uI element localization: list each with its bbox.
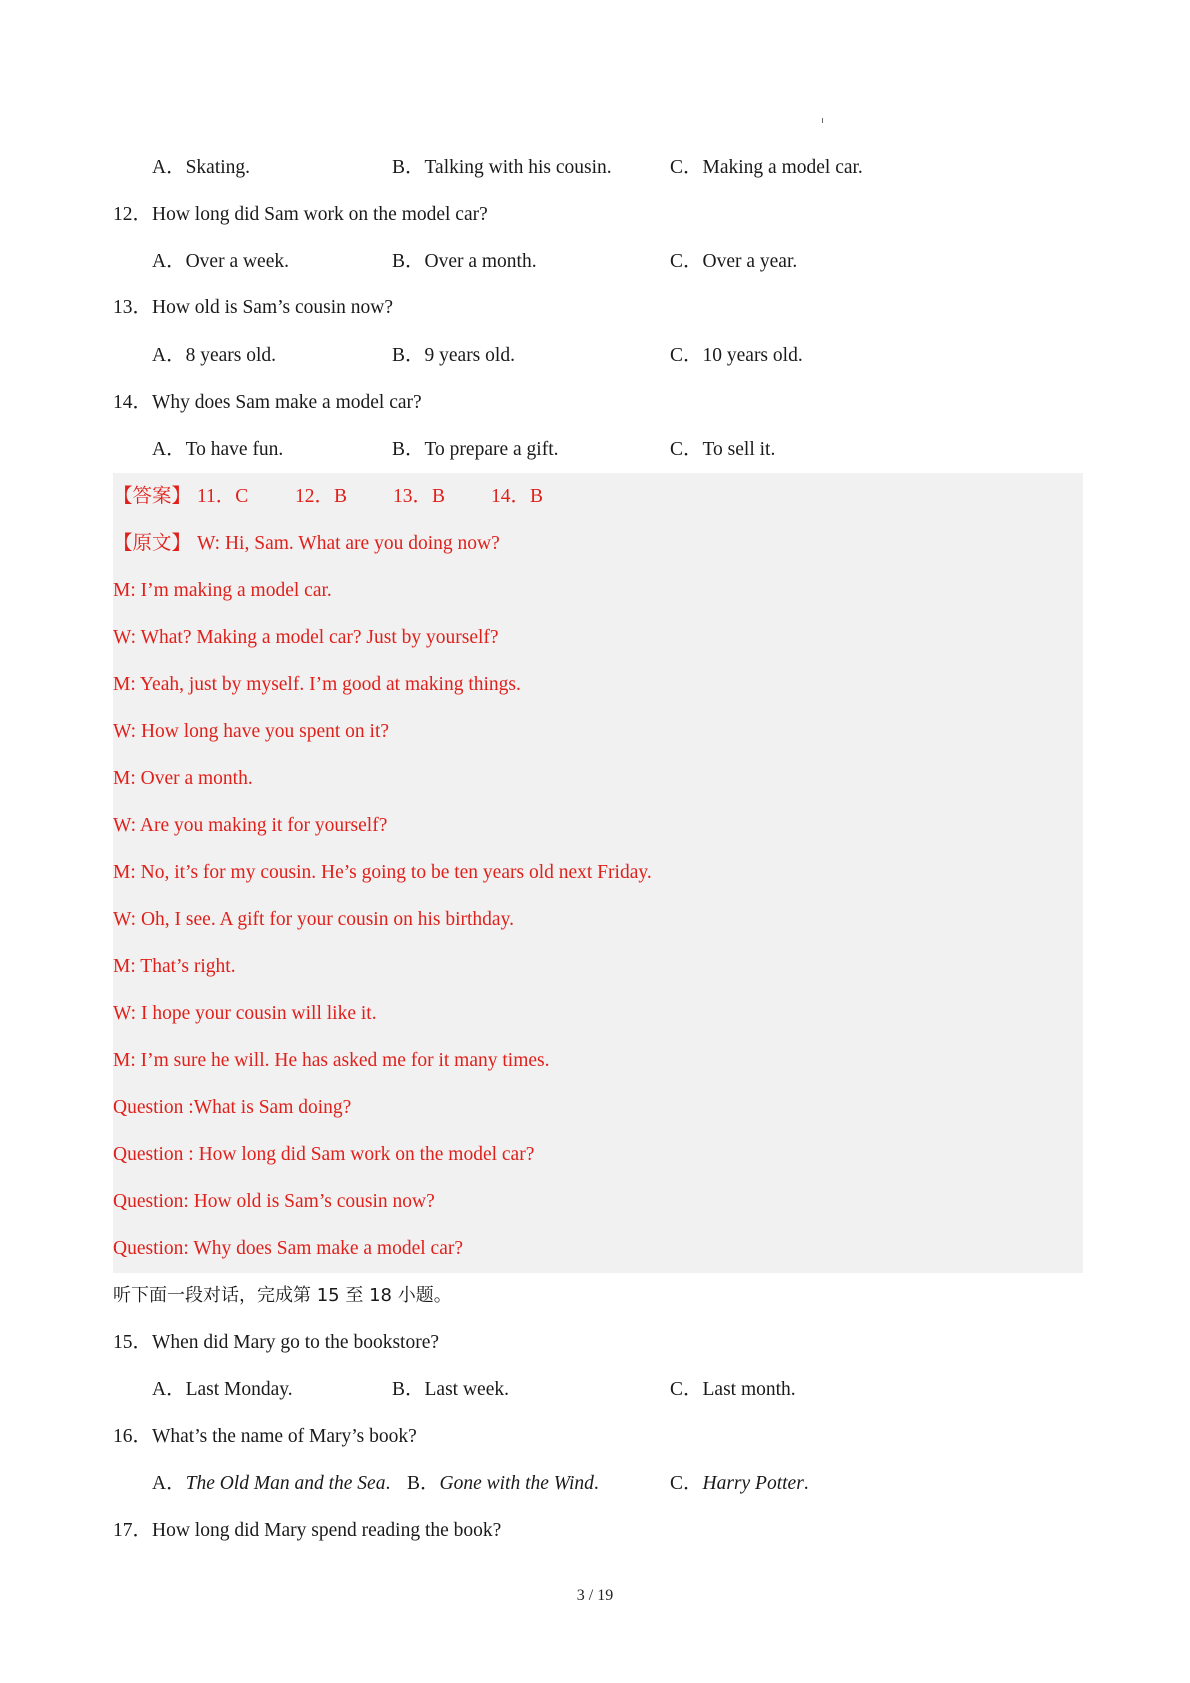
page-number: 3 / 19 bbox=[576, 1587, 614, 1604]
answer-item: 11．C bbox=[197, 486, 249, 507]
transcript-line: W: Hi, Sam. What are you doing now? bbox=[197, 533, 500, 554]
q16-option-b bbox=[407, 1471, 599, 1497]
answer-label: 【答案】 bbox=[113, 486, 192, 507]
q16-option-c-title: Harry Potter bbox=[702, 1473, 804, 1494]
q16-option-c bbox=[670, 1471, 809, 1497]
transcript-line: M: I’m making a model car. bbox=[113, 580, 332, 601]
q13-option-a: A．8 years old. bbox=[152, 345, 277, 366]
q16-option-c-end: . bbox=[803, 1473, 809, 1494]
q16-option-a-end: . bbox=[385, 1473, 391, 1494]
q11-option-c: C．Making a model car. bbox=[670, 157, 863, 178]
transcript-line: Question : How long did Sam work on the model car? bbox=[113, 1144, 535, 1165]
q13-option-c: C．10 years old. bbox=[670, 345, 803, 366]
q16-option-a-title: The Old Man and the Sea bbox=[185, 1473, 386, 1494]
q11-option-b: B．Talking with his cousin. bbox=[392, 157, 612, 178]
transcript-line: Question: How old is Sam’s cousin now? bbox=[113, 1191, 435, 1212]
q17-stem: 17．How long did Mary spend reading the book? bbox=[113, 1520, 502, 1541]
section-intro: 听下面一段对话，完成第 15 至 18 小题。 bbox=[113, 1285, 452, 1306]
transcript-line: W: Are you making it for yourself? bbox=[113, 815, 388, 836]
q14-option-c: C．To sell it. bbox=[670, 439, 776, 460]
q15-stem: 15．When did Mary go to the bookstore? bbox=[113, 1332, 440, 1353]
transcript-line: W: I hope your cousin will like it. bbox=[113, 1003, 377, 1024]
q13-stem: 13．How old is Sam’s cousin now? bbox=[113, 297, 394, 318]
answer-item: 13．B bbox=[393, 486, 446, 507]
q15-option-b: B．Last week. bbox=[392, 1379, 509, 1400]
q11-option-a: A．Skating. bbox=[152, 157, 251, 178]
q12-option-a: A．Over a week. bbox=[152, 251, 289, 272]
q14-option-a: A．To have fun. bbox=[152, 439, 284, 460]
q16-option-b-prefix: B． bbox=[407, 1473, 440, 1494]
q14-option-b: B．To prepare a gift. bbox=[392, 439, 559, 460]
q15-option-a: A．Last Monday. bbox=[152, 1379, 293, 1400]
answer-item: 12．B bbox=[295, 486, 348, 507]
q12-stem: 12．How long did Sam work on the model car? bbox=[113, 204, 488, 225]
q16-option-b-end: . bbox=[593, 1473, 599, 1494]
q13-option-b: B．9 years old. bbox=[392, 345, 515, 366]
transcript-line: Question :What is Sam doing? bbox=[113, 1097, 352, 1118]
answer-item: 14．B bbox=[491, 486, 544, 507]
transcript-line: M: That’s right. bbox=[113, 956, 236, 977]
q15-option-c: C．Last month. bbox=[670, 1379, 796, 1400]
q16-option-b-title: Gone with the Wind bbox=[439, 1473, 594, 1494]
q16-option-a-prefix: A． bbox=[152, 1473, 186, 1494]
q16-stem: 16．What’s the name of Mary’s book? bbox=[113, 1426, 417, 1447]
transcript-line: W: How long have you spent on it? bbox=[113, 721, 390, 742]
transcript-line: W: Oh, I see. A gift for your cousin on his birthday. bbox=[113, 909, 514, 930]
q14-stem: 14．Why does Sam make a model car? bbox=[113, 392, 422, 413]
q12-option-b: B．Over a month. bbox=[392, 251, 537, 272]
transcript-label: 【原文】 bbox=[113, 533, 192, 554]
page-mark bbox=[822, 118, 823, 123]
transcript-line: Question: Why does Sam make a model car? bbox=[113, 1238, 464, 1259]
transcript-line: M: Over a month. bbox=[113, 768, 253, 789]
transcript-line: W: What? Making a model car? Just by yourself? bbox=[113, 627, 499, 648]
q12-option-c: C．Over a year. bbox=[670, 251, 798, 272]
transcript-line: M: I’m sure he will. He has asked me for it many times. bbox=[113, 1050, 550, 1071]
q16-option-a bbox=[152, 1471, 390, 1497]
q16-option-c-prefix: C． bbox=[670, 1473, 703, 1494]
transcript-line: M: Yeah, just by myself. I’m good at making things. bbox=[113, 674, 521, 695]
transcript-line: M: No, it’s for my cousin. He’s going to be ten years old next Friday. bbox=[113, 862, 652, 883]
